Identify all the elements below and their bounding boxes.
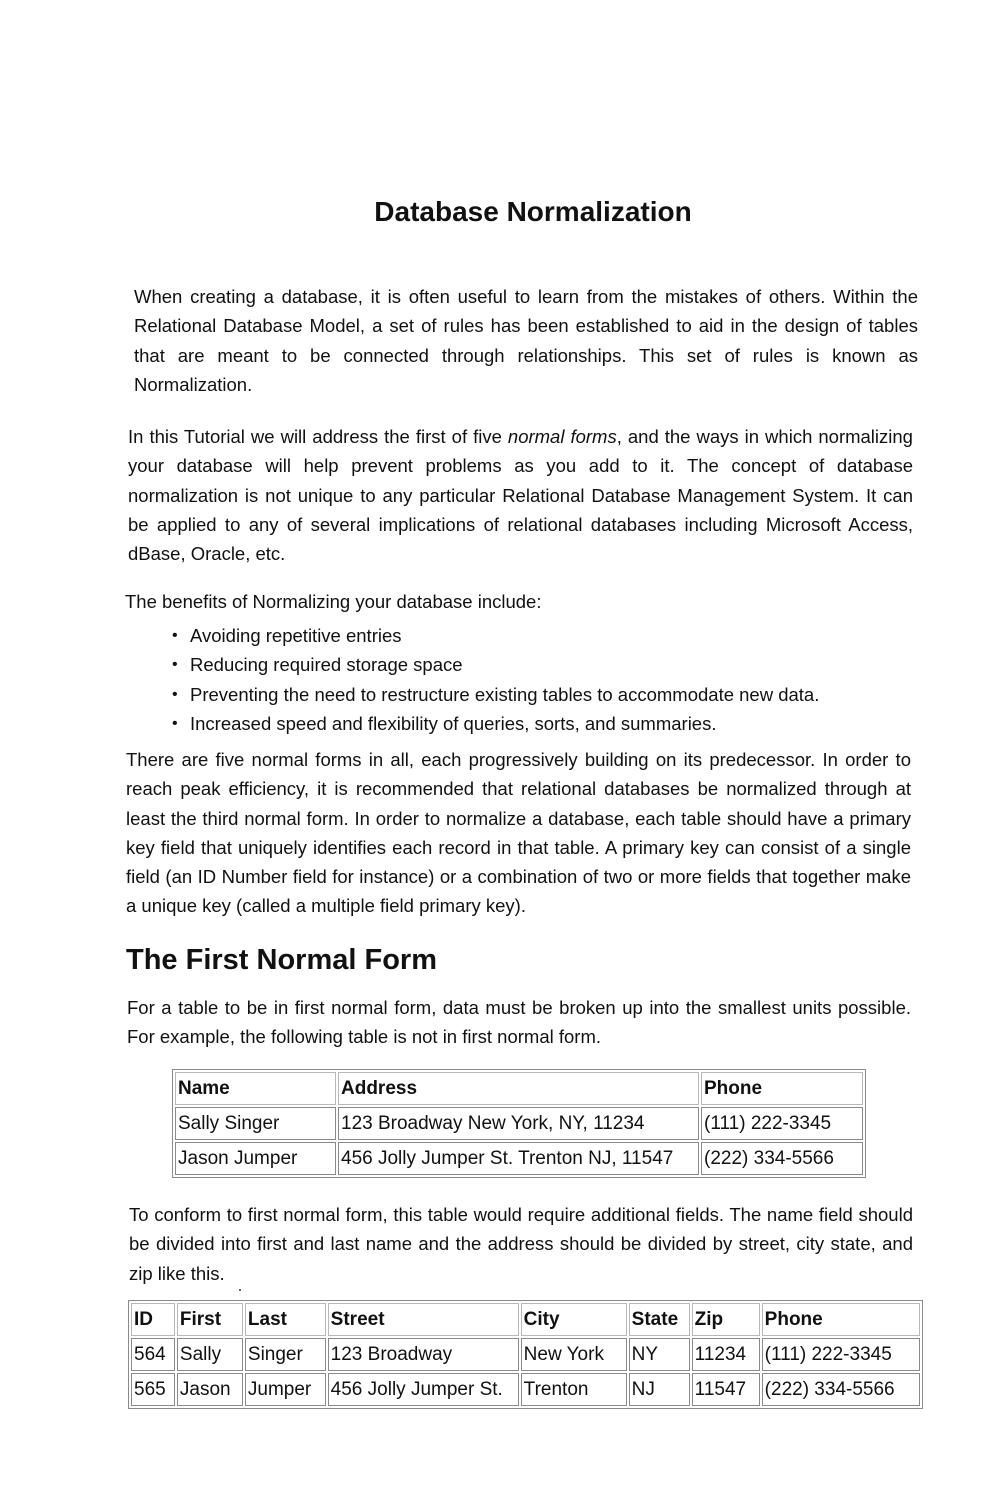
column-header: ID (131, 1303, 175, 1336)
table-cell: Jason Jumper (175, 1142, 336, 1175)
table-cell: Sally (177, 1338, 243, 1371)
column-header: Street (328, 1303, 519, 1336)
first-normal-form-table (128, 1300, 923, 1409)
list-item (168, 680, 819, 709)
table-cell: Sally Singer (175, 1107, 336, 1140)
bullet-icon: • (172, 656, 178, 674)
table-cell: 123 Broadway New York, NY, 11234 (338, 1107, 699, 1140)
table-header-row (175, 1072, 863, 1105)
table-cell: 11234 (692, 1338, 760, 1371)
table-cell: Trenton (521, 1373, 627, 1406)
table-cell: NY (629, 1338, 690, 1371)
table-cell: 565 (131, 1373, 175, 1406)
tutorial-paragraph (128, 422, 913, 568)
normal-forms-paragraph: There are five normal forms in all, each progressively building on its predecessor. In order to reach peak efficiency, it is recommended that relational databases be normalized through at least the third normal form. In order to normalize a database, each table should have a primary key field that uniquely identifies each record in that table. A primary key can consist of a single field (an ID Number field for instance) or a combination of two or more fields that together make a unique key (called a multiple field primary key). (126, 749, 911, 917)
page-title: Database Normalization (374, 196, 692, 227)
bullet-icon: • (172, 714, 178, 732)
intro-paragraph: When creating a database, it is often useful to learn from the mistakes of others. Within the Relational Database Model, a set of rules has been established to aid in the design of tables that are meant to be connected through relationships. This set of rules is known as Normalization. (134, 286, 918, 395)
tutorial-text-start: In this Tutorial we will address the first of five (128, 426, 508, 447)
table-cell: (111) 222-3345 (762, 1338, 920, 1371)
table-row (175, 1142, 863, 1175)
conform-paragraph: To conform to first normal form, this table would require additional fields. The name field should be divided into first and last name and the address should be divided by street, city state, and zip like this. (129, 1204, 913, 1284)
section-heading: The First Normal Form (126, 944, 437, 976)
table-cell: 456 Jolly Jumper St. Trenton NJ, 11547 (338, 1142, 699, 1175)
table-row (131, 1338, 920, 1371)
tutorial-text-end: , and the ways in which normalizing your database will help prevent problems as you add to it. The concept of database normalization is not unique to any particular Relational Database Management System. It can be applied to any of several implications of relational databases including Microsoft Access, dBase, Oracle, etc. (128, 426, 913, 565)
column-header: City (521, 1303, 627, 1336)
table-cell: (222) 334-5566 (701, 1142, 863, 1175)
table-cell: New York (521, 1338, 627, 1371)
table-header-row (131, 1303, 920, 1336)
benefits-list (168, 621, 819, 738)
column-header: Address (338, 1072, 699, 1105)
benefits-intro: The benefits of Normalizing your database include: (125, 591, 542, 612)
column-header: Phone (701, 1072, 863, 1105)
list-item-text: Reducing required storage space (190, 654, 463, 676)
stray-mark (239, 1289, 241, 1291)
unnormalized-table (172, 1069, 866, 1178)
table-row (131, 1373, 920, 1406)
column-header: Name (175, 1072, 336, 1105)
list-item (168, 621, 819, 650)
table-cell: NJ (629, 1373, 690, 1406)
normal-forms-emphasis: normal forms (507, 426, 617, 447)
bullet-icon: • (172, 685, 178, 703)
bullet-icon: • (172, 627, 178, 644)
column-header: First (177, 1303, 243, 1336)
list-item (168, 650, 819, 679)
list-item-text: Avoiding repetitive entries (190, 625, 402, 646)
table-cell: Jumper (245, 1373, 326, 1406)
table-cell: Singer (245, 1338, 326, 1371)
table-cell: (111) 222-3345 (701, 1107, 863, 1140)
table-cell: 11547 (692, 1373, 760, 1406)
table-cell: 123 Broadway (328, 1338, 519, 1371)
list-item-text: Preventing the need to restructure existing tables to accommodate new data. (190, 683, 820, 705)
first-normal-form-intro: For a table to be in first normal form, data must be broken up into the smallest units possible. For example, the following table is not in first normal form. (127, 997, 911, 1048)
table-cell: Jason (177, 1373, 243, 1406)
column-header: State (629, 1303, 690, 1336)
column-header: Phone (762, 1303, 920, 1336)
column-header: Zip (692, 1303, 760, 1336)
column-header: Last (245, 1303, 326, 1336)
table-row (175, 1107, 863, 1140)
table-cell: 456 Jolly Jumper St. (328, 1373, 519, 1406)
table-cell: 564 (131, 1338, 175, 1371)
table-cell: (222) 334-5566 (762, 1373, 920, 1406)
list-item-text: Increased speed and flexibility of queries, sorts, and summaries. (190, 712, 717, 734)
list-item (168, 709, 819, 738)
